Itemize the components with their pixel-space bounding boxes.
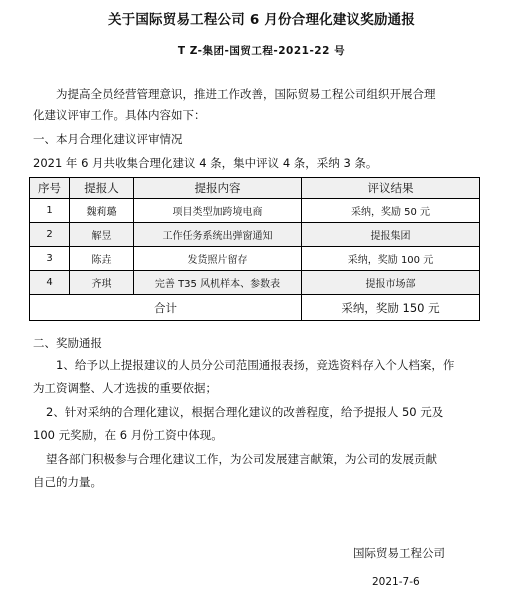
signature-date: 2021-7-6 — [372, 576, 420, 588]
cell-no: 3 — [30, 247, 70, 271]
table-row — [30, 271, 480, 295]
cell-result: 采纳，奖励 50 元 — [302, 199, 480, 223]
intro-line-1: 为提高全员经营管理意识，推进工作改善，国际贸易工程公司组织开展合理 — [56, 87, 436, 101]
total-label: 合计 — [30, 295, 302, 321]
total-value: 采纳，奖励 150 元 — [302, 295, 480, 321]
cell-content: 工作任务系统出弹窗通知 — [134, 223, 302, 247]
table-row — [30, 223, 480, 247]
closing-line-1: 望各部门积极参与合理化建议工作，为公司发展建言献策，为公司的发展贡献 — [46, 452, 437, 466]
table-header-row — [30, 178, 480, 199]
header-result: 评议结果 — [302, 178, 480, 199]
header-content: 提报内容 — [134, 178, 302, 199]
reward-item-2-line-2: 100 元奖励，在 6 月份工资中体现。 — [33, 428, 223, 442]
cell-result: 采纳，奖励 100 元 — [302, 247, 480, 271]
cell-content: 发货照片留存 — [134, 247, 302, 271]
cell-content: 完善 T35 风机样本、参数表 — [134, 271, 302, 295]
reward-item-1-line-2: 为工资调整、人才选拔的重要依据； — [33, 381, 217, 395]
header-no: 序号 — [30, 178, 70, 199]
reward-item-1-line-1: 1、给予以上提报建议的人员分公司范围通报表扬，竞选资料存入个人档案，作 — [56, 358, 455, 372]
cell-result: 提报市场部 — [302, 271, 480, 295]
section-1-heading: 一、本月合理化建议评审情况 — [33, 132, 183, 146]
cell-name: 齐琪 — [70, 271, 134, 295]
signature-company: 国际贸易工程公司 — [353, 546, 445, 560]
cell-no: 4 — [30, 271, 70, 295]
cell-content: 项目类型加跨境电商 — [134, 199, 302, 223]
cell-name: 陈垚 — [70, 247, 134, 271]
table-row — [30, 247, 480, 271]
cell-no: 1 — [30, 199, 70, 223]
cell-name: 解昱 — [70, 223, 134, 247]
document-number: T Z-集团-国贸工程-2021-22 号 — [177, 45, 346, 57]
reward-item-2-line-1: 2、针对采纳的合理化建议，根据合理化建议的改善程度，给予提报人 50 元及 — [46, 405, 444, 419]
table-row — [30, 199, 480, 223]
table-total-row — [30, 295, 480, 321]
document-title: 关于国际贸易工程公司 6 月份合理化建议奖励通报 — [107, 12, 416, 28]
section-2-heading: 二、奖励通报 — [33, 336, 102, 350]
closing-line-2: 自己的力量。 — [33, 475, 102, 489]
cell-result: 提报集团 — [302, 223, 480, 247]
cell-name: 魏莉璐 — [70, 199, 134, 223]
intro-line-2: 化建议评审工作。具体内容如下： — [33, 108, 206, 122]
section-1-summary: 2021 年 6 月共收集合理化建议 4 条，集中评议 4 条，采纳 3 条。 — [33, 156, 378, 170]
header-name: 提报人 — [70, 178, 134, 199]
cell-no: 2 — [30, 223, 70, 247]
suggestions-table — [29, 177, 480, 321]
